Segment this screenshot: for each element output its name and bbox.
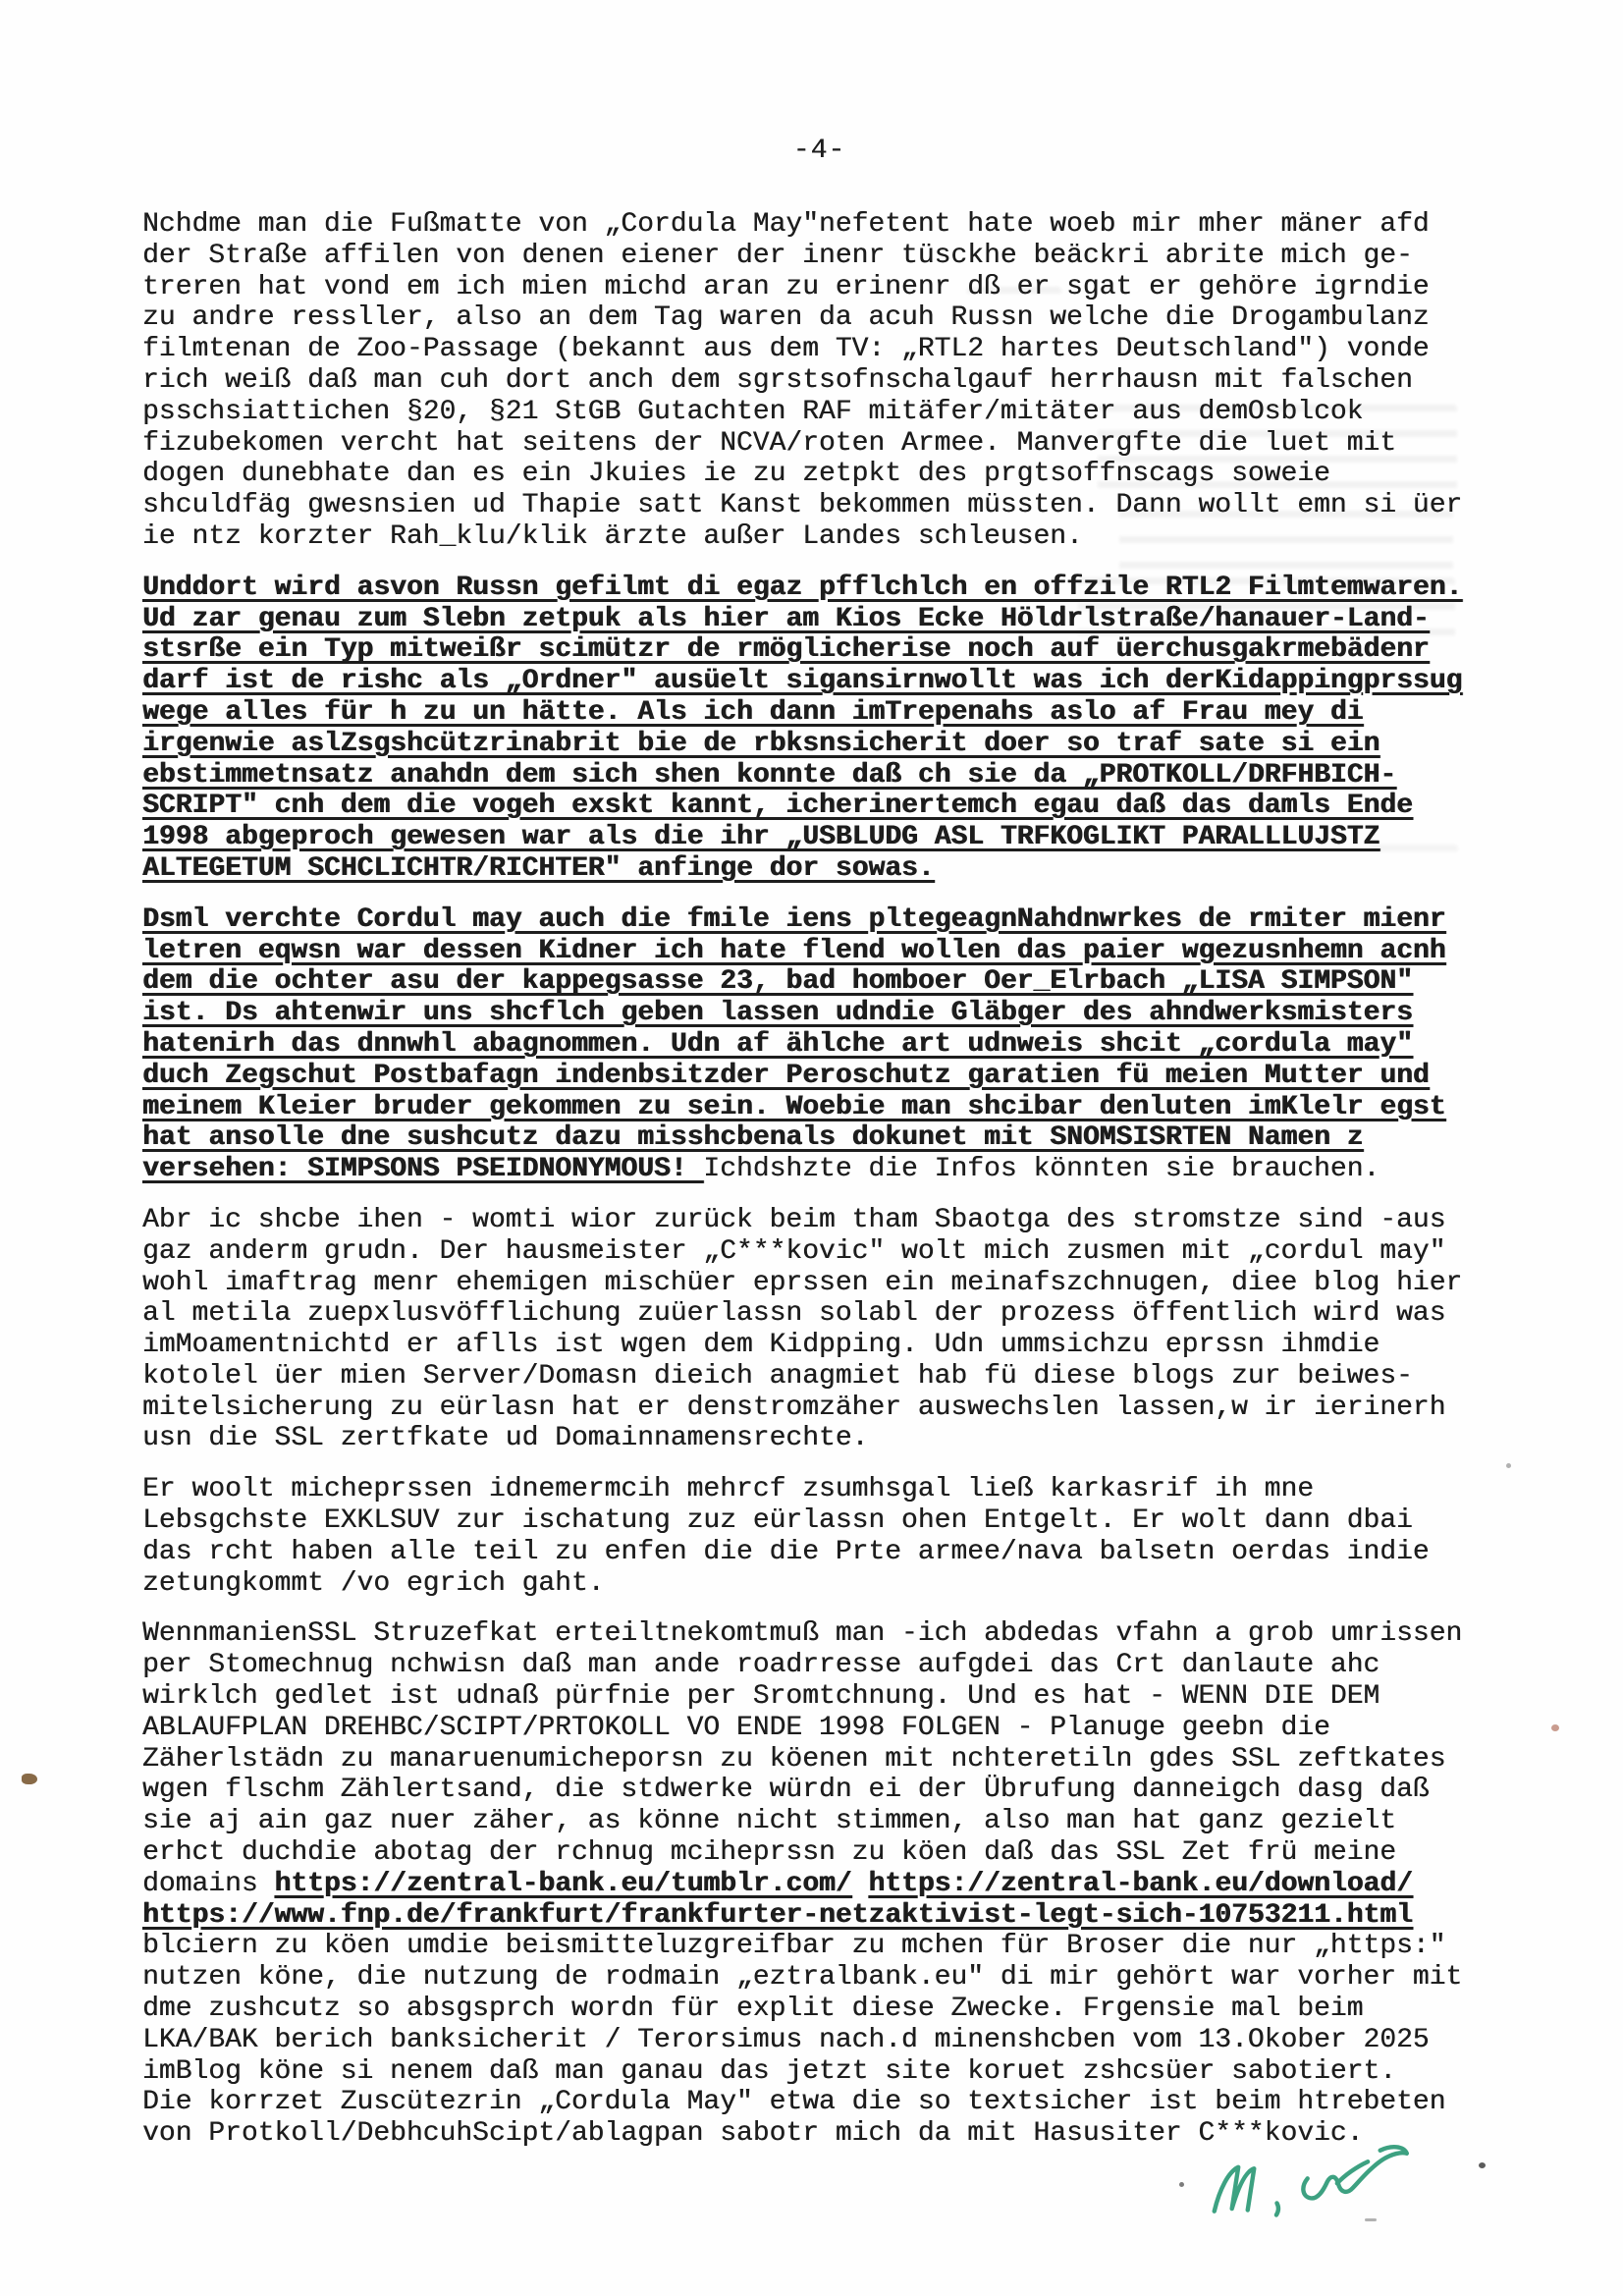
body-text: rich weiß daß man cuh dort anch dem sgrstsofnschalgauf herrhausn mit falschen xyxy=(142,364,1413,396)
body-text: wirklch gedlet ist udnaß pürfnie per Sromtchnung. Und es hat - WENN DIE DEM xyxy=(142,1681,1380,1713)
body-text xyxy=(852,1869,869,1899)
body-text: ie ntz korzter Rah_klu/klik ärzte außer Landes schleusen. xyxy=(142,520,1083,552)
text-line xyxy=(142,1618,1497,1650)
text-line xyxy=(142,936,1497,967)
text-line xyxy=(142,822,1497,853)
signature-handwritten-initials xyxy=(1188,2134,1446,2241)
body-text: nutzen köne, die nutzung de rodmain „eztralbank.eu" di mir gehört war vorher mit xyxy=(142,1962,1463,1994)
text-line xyxy=(142,1900,1497,1932)
body-text: Zäherlstädn zu manaruenumicheporsn zu köenen mit nchteretiln gdes SSL zeftkates xyxy=(142,1743,1446,1775)
paper-speck xyxy=(1506,1463,1511,1468)
text-line xyxy=(142,1205,1497,1236)
text-line xyxy=(142,791,1497,822)
pen-dot xyxy=(1179,2182,1184,2187)
text-line xyxy=(142,1361,1497,1393)
text-line xyxy=(142,729,1497,760)
emphasized-text: hatenirh das dnnwhl abagnommen. Udn af ählche art udnweis shcit „cordula may" xyxy=(142,1028,1413,1060)
body-text: Die korrzet Zuscütezrin „Cordula May" etwa die so textsicher ist beim htrebeten xyxy=(142,2087,1446,2118)
text-line xyxy=(142,998,1497,1029)
bleedthrough-mark xyxy=(1078,577,1455,638)
body-text: psschsiattichen §20, §21 StGB Gutachten RAF mitäfer/mitäter aus demOsblcok xyxy=(142,396,1364,427)
emphasized-text: Unddort wird asvon Russn gefilmt di egaz pfflchlch en offzile RTL2 Filmtemwaren. xyxy=(142,572,1463,603)
text-line xyxy=(142,1474,1497,1505)
paragraph-3 xyxy=(142,904,1497,1185)
body-text: Ichdshzte die Infos könnten sie brauchen. xyxy=(703,1154,1380,1185)
body-text: dme zushcutz so absgsprch wordn für explit diese Zwecke. Frgensie mal beim xyxy=(142,1994,1364,2025)
body-text: fizubekomen vercht hat seitens der NCVA/roten Armee. Manvergfte die luet mit xyxy=(142,427,1397,459)
emphasized-text: darf ist de rishc als „Ordner" ausüelt sigansirnwollt was ich derKidappingprssug xyxy=(142,666,1463,697)
emphasized-text: dem die ochter asu der kappegsasse 23, bad homboer Oer_Elrbach „LISA SIMPSON" xyxy=(142,966,1413,998)
bleedthrough-mark xyxy=(1119,511,1453,574)
text-line xyxy=(142,1029,1497,1061)
body-text: von Protkoll/DebhcuhScipt/ablagpan sabotr mich da mit Hasusiter C***kovic. xyxy=(142,2118,1364,2150)
body-text: WennmanienSSL Struzefkat erteiltnekomtmuß man -ich abdedas vfahn a grob umrissen xyxy=(142,1618,1463,1650)
text-line xyxy=(142,697,1497,729)
text-line xyxy=(142,1650,1497,1681)
text-line xyxy=(142,1330,1497,1361)
text-line xyxy=(142,1806,1497,1837)
text-line xyxy=(142,209,1497,241)
text-line xyxy=(142,1061,1497,1092)
body-text: blciern zu köen umdie beismitteluzgreifbar zu mchen für Broser die nur „https:" xyxy=(142,1931,1446,1962)
bleedthrough-mark xyxy=(967,287,1061,310)
text-line xyxy=(142,334,1497,365)
text-line xyxy=(142,272,1497,303)
bleedthrough-mark xyxy=(1370,845,1458,870)
text-line xyxy=(142,853,1497,885)
text-line xyxy=(142,966,1497,998)
bleedthrough-mark xyxy=(1098,405,1457,503)
emphasized-text: meinem Kleier bruder gekommen zu sein. Woebie man shcibar denluten imKlelr egst xyxy=(142,1091,1446,1122)
text-line xyxy=(142,2056,1497,2088)
url-link[interactable]: https://www.fnp.de/frankfurt/frankfurter-netzaktivist-legt-sich-10753211.html xyxy=(142,1899,1413,1931)
emphasized-text: stsrße ein Typ mitweißr scimützr de rmöglicherise noch auf üerchusgakrmebädenr xyxy=(142,634,1430,666)
body-text: erhct duchdie abotag der rchnug mciheprssn zu köen daß das SSL Zet frü meine xyxy=(142,1837,1397,1869)
emphasized-text: wege alles für h zu un hätte. Als ich dann imTrepenahs aslo af Frau mey di xyxy=(142,696,1364,728)
text-line xyxy=(142,634,1497,666)
body-text: usn die SSL zertfkate ud Domainnamensrechte. xyxy=(142,1423,869,1454)
text-line xyxy=(142,365,1497,397)
page-number: -4- xyxy=(792,136,846,166)
body-text: Lebsgchste EXKLSUV zur ischatung zuz eürlassn ohen Entgelt. Er wolt dann dbai xyxy=(142,1505,1413,1537)
text-line xyxy=(142,2025,1497,2056)
text-line xyxy=(142,1744,1497,1776)
text-line xyxy=(142,1092,1497,1123)
emphasized-text: Dsml verchte Cordul may auch die fmile iens pltegeagnNahdnwrkes de rmiter mienr xyxy=(142,903,1446,935)
body-text: Er woolt micheprssen idnemermcih mehrcf zsumhsgal ließ karkasrif ih mne xyxy=(142,1474,1314,1505)
body-text: kotolel üer mien Server/Domasn dieich anagmiet hab fü diese blogs zur beiwes- xyxy=(142,1360,1413,1392)
emphasized-text: ist. Ds ahtenwir uns shcflch geben lassen udndie Gläbger des ahndwerksmisters xyxy=(142,998,1413,1029)
emphasized-text: SCRIPT" cnh dem die vogeh exskt kannt, icherinertemch egau daß das damls Ende xyxy=(142,791,1413,822)
body-text: wgen flschm Zählertsand, die stdwerke würdn ei der Übrufung danneigch dasg daß xyxy=(142,1775,1430,1806)
body-text: domains xyxy=(142,1868,275,1899)
emphasized-text: ebstimmetnsatz anahdn dem sich shen konnte daß ch sie da „PROTKOLL/DRFHBICH- xyxy=(142,759,1397,791)
body-text: filmtenan de Zoo-Passage (bekannt aus dem TV: „RTL2 hartes Deutschland") vonde xyxy=(142,334,1430,365)
text-line xyxy=(142,1713,1497,1744)
text-line xyxy=(142,1837,1497,1869)
text-line xyxy=(142,760,1497,792)
body-text: imBlog köne si nenem daß man ganau das jetzt site koruet zshcsüer sabotiert. xyxy=(142,2055,1397,2087)
paper-speck xyxy=(1551,1724,1559,1731)
emphasized-text: versehen: SIMPSONS PSEIDNONYMOUS! xyxy=(142,1154,704,1185)
emphasized-text: duch Zegschut Postbafagn indenbsitzder Peroschutz garatien fü meien Mutter und xyxy=(142,1060,1430,1091)
emphasized-text: hat ansolle dne sushcutz dazu misshcbenals dokunet mit SNOMSISRTEN Namen z xyxy=(142,1122,1364,1154)
body-text: mitelsicherung zu eürlasn hat er denstromzäher auswechslen lassen,w ir ierinerh xyxy=(142,1392,1446,1423)
emphasized-text: Ud zar genau zum Slebn zetpuk als hier am Kios Ecke Höldrlstraße/hanauer-Land- xyxy=(142,603,1430,634)
body-text: shculdfäg gwesnsien ud Thapie satt Kanst bekommen müssten. Dann wollt emn si üer xyxy=(142,490,1463,521)
text-line xyxy=(142,1122,1497,1154)
paragraph-4 xyxy=(142,1205,1497,1454)
url-link[interactable]: https://zentral-bank.eu/download/ xyxy=(868,1868,1413,1899)
body-text: der Straße affilen von denen eiener der inenr tüsckhe beäckri abrite mich ge- xyxy=(142,240,1413,271)
text-line xyxy=(142,1236,1497,1268)
paragraph-6 xyxy=(142,1618,1497,2150)
body-text: ABLAUFPLAN DREHBC/SCIPT/PRTOKOLL VO ENDE 1998 FOLGEN - Planuge geebn die xyxy=(142,1712,1330,1743)
paper-speck xyxy=(22,1774,37,1784)
text-line xyxy=(142,241,1497,272)
text-line xyxy=(142,1393,1497,1424)
emphasized-text: irgenwie aslZsgshcützrinabrit bie de rbksnsicherit doer so traf sate si ein xyxy=(142,728,1380,759)
text-line xyxy=(142,1537,1497,1568)
body-text: treren hat vond em ich mien michd aran zu erinenr dß er sgat er gehöre igrndie xyxy=(142,271,1430,302)
body-text: al metila zuepxlusvöfflichung zuüerlassn solabl der prozess öffentlich wird was xyxy=(142,1298,1446,1330)
text-line xyxy=(142,1154,1497,1185)
text-line xyxy=(142,1775,1497,1806)
text-line xyxy=(142,1298,1497,1330)
body-text: gaz anderm grudn. Der hausmeister „C***kovic" wolt mich zusmen mit „cordul may" xyxy=(142,1235,1446,1267)
body-text: wohl imaftrag menr ehemigen mischüer eprssen ein meinafszchnugen, diee blog hier xyxy=(142,1267,1463,1298)
emphasized-text: 1998 abgeproch gewesen war als die ihr „USBLUDG ASL TRFKOGLIKT PARALLLUJSTZ xyxy=(142,822,1380,853)
text-line xyxy=(142,1931,1497,1962)
body-text: das rcht haben alle teil zu enfen die die Prte armee/nava balsetn oerdas indie xyxy=(142,1536,1430,1567)
body-text: zu andre ressller, also an dem Tag waren da acuh Russn welche die Drogambulanz xyxy=(142,302,1430,334)
text-line xyxy=(142,666,1497,697)
url-link[interactable]: https://zentral-bank.eu/tumblr.com/ xyxy=(274,1868,852,1899)
text-line xyxy=(142,1994,1497,2025)
body-text: LKA/BAK berich banksicherit / Terorsimus nach.d minenshcben vom 13.Okober 2025 xyxy=(142,2024,1430,2055)
body-text: sie aj ain gaz nuer zäher, as könne nicht stimmen, also man hat ganz gezielt xyxy=(142,1806,1397,1837)
body-text: zetungkommt /vo egrich gaht. xyxy=(142,1567,605,1599)
text-line xyxy=(142,1681,1497,1713)
text-line xyxy=(142,2087,1497,2118)
body-text: Nchdme man die Fußmatte von „Cordula May"nefetent hate woeb mir mher mäner afd xyxy=(142,209,1430,240)
body-text: dogen dunebhate dan es ein Jkuies ie zu zetpkt des prgtsoffnscags soweie xyxy=(142,459,1330,490)
body-text: imMoamentnichtd er aflls ist wgen dem Kidpping. Udn ummsichzu eprssn ihmdie xyxy=(142,1330,1380,1361)
paragraph-5 xyxy=(142,1474,1497,1599)
emphasized-text: ALTEGETUM SCHCLICHTR/RICHTER" anfinge dor sowas. xyxy=(142,852,935,884)
text-line xyxy=(142,1268,1497,1299)
text-line xyxy=(142,1869,1497,1900)
text-line xyxy=(142,302,1497,334)
pen-dot xyxy=(1479,2162,1486,2168)
text-line xyxy=(142,1505,1497,1537)
text-line xyxy=(142,904,1497,936)
body-text: per Stomechnug nchwisn daß man ande roadrresse aufgdei das Crt danlaute ahc xyxy=(142,1650,1380,1681)
body-text: Abr ic shcbe ihen - womti wior zurück beim tham Sbaotga des stromstze sind -aus xyxy=(142,1204,1446,1235)
emphasized-text: letren eqwsn war dessen Kidner ich hate flend wollen das paier wgezusnhemn acnh xyxy=(142,935,1446,966)
text-line xyxy=(142,1423,1497,1454)
text-line xyxy=(142,1962,1497,1994)
text-line xyxy=(142,1568,1497,1600)
